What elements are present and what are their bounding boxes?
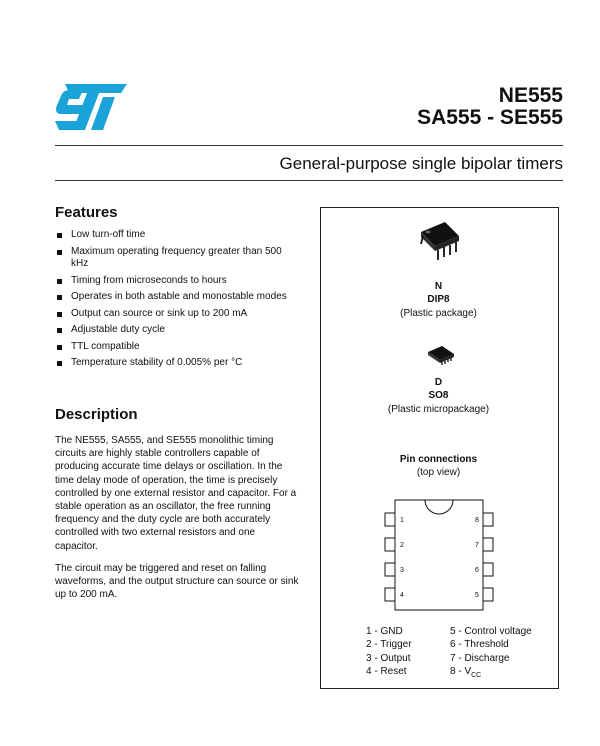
list-item: Timing from microseconds to hours — [55, 275, 300, 288]
description-heading: Description — [55, 406, 138, 423]
list-item: Temperature stability of 0.005% per °C — [55, 357, 300, 370]
list-item: Maximum operating frequency greater than 500 kHz — [55, 246, 300, 271]
document-title: NE555 — [498, 84, 563, 107]
pin-number: 2 — [400, 542, 404, 549]
pin-4 — [385, 588, 395, 601]
pin-1 — [385, 513, 395, 526]
so8-package-desc: (Plastic micropackage) — [387, 404, 490, 415]
list-item: Adjustable duty cycle — [55, 324, 300, 337]
description-paragraph: The circuit may be triggered and reset on falling waveforms, and the output structure can source or sink up to 200 mA. — [55, 563, 299, 601]
dip8-package-code — [320, 281, 557, 292]
pin-label: 7 - Discharge — [450, 652, 510, 664]
package-name: DIP8 — [427, 294, 450, 305]
dip8-package-name — [320, 294, 557, 305]
so8-package-name — [320, 390, 557, 401]
so8-package-code — [320, 377, 557, 388]
pin-list-left — [366, 625, 412, 678]
st-logo-icon — [55, 84, 127, 130]
package-box — [320, 207, 559, 689]
pinout-diagram — [378, 497, 500, 615]
dip8-package-desc: (Plastic package) — [400, 308, 477, 319]
vcc-subscript: CC — [471, 671, 482, 679]
pin-label: 5 - Control voltage — [450, 626, 532, 637]
subtitle-divider — [55, 180, 563, 181]
pin-label: 2 - Trigger — [366, 639, 412, 651]
pin-2 — [385, 538, 395, 551]
pin-connections-heading: Pin connections — [399, 454, 478, 465]
pin-number: 7 — [475, 542, 479, 549]
pin-6 — [483, 563, 493, 576]
pin-number: 6 — [475, 567, 479, 574]
pin-number: 3 — [400, 567, 404, 574]
pin-number: 5 — [475, 592, 479, 599]
features-heading: Features — [55, 204, 118, 221]
features-list — [55, 229, 300, 374]
pin-list-right — [450, 625, 532, 682]
pin-label: 1 - GND — [366, 626, 403, 637]
so8-chip-icon — [425, 344, 457, 366]
dip8-chip-icon — [415, 218, 465, 264]
pin-8 — [483, 513, 493, 526]
pin-label: 3 - Output — [366, 652, 411, 664]
package-code: N — [434, 281, 443, 292]
pin-3 — [385, 563, 395, 576]
pin-number: 1 — [400, 517, 404, 524]
pin-number: 8 — [475, 517, 479, 524]
list-item: Low turn-off time — [55, 229, 300, 242]
description-paragraph: The NE555, SA555, and SE555 monolithic timing circuits are highly stable controllers capable of producing accurate time delays or oscillation. In the time delay mode of operation, the time is precisely controlled by one external resistor and capacitor. For a stable operation as an oscillator, the free running frequency and the duty cycle are both accurately controlled with two external resistors and one capacitor. — [55, 435, 297, 552]
list-item: TTL compatible — [55, 341, 300, 354]
document-subtitle: General-purpose single bipolar timers — [279, 154, 563, 173]
package-name: SO8 — [428, 390, 449, 401]
header-divider — [55, 145, 563, 146]
pin-label: 6 - Threshold — [450, 639, 509, 651]
pin-5 — [483, 588, 493, 601]
list-item: Operates in both astable and monostable modes — [55, 291, 300, 304]
document-title-variants: SA555 - SE555 — [417, 106, 563, 129]
list-item: Output can source or sink up to 200 mA — [55, 308, 300, 321]
pin-7 — [483, 538, 493, 551]
package-code: D — [434, 377, 443, 388]
pin-label: 4 - Reset — [366, 665, 407, 677]
pin-connections-subheading: (top view) — [416, 467, 461, 478]
pin-number: 4 — [400, 592, 404, 599]
vcc-prefix: 8 - V — [450, 665, 472, 677]
pin-label-vcc — [450, 665, 532, 682]
